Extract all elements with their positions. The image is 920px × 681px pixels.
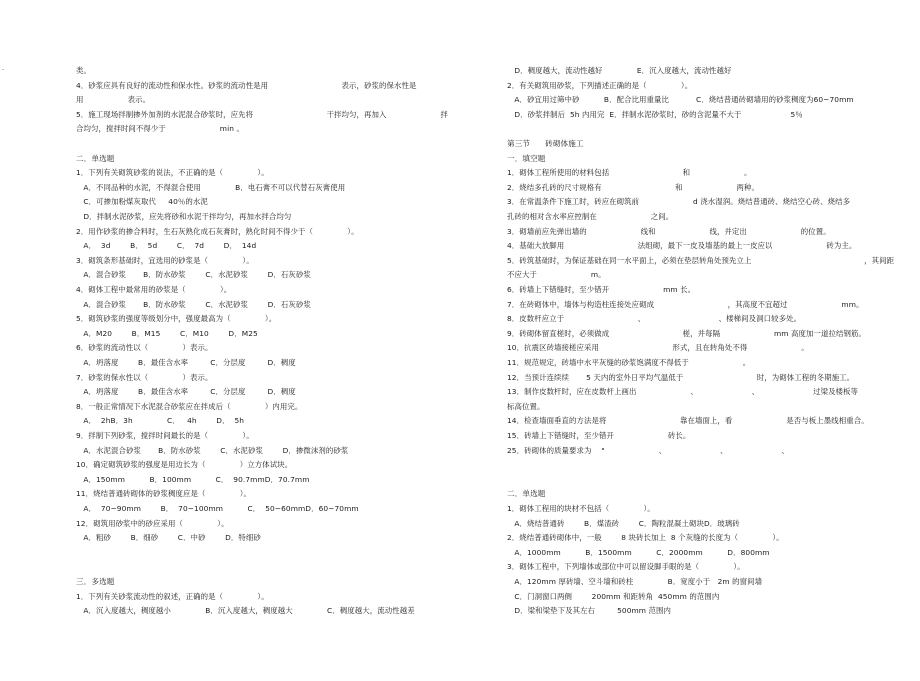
left-column-line: A．坍落度 B．最佳含水率 C．分层度 D．稠度 xyxy=(76,387,296,397)
right-column-line: 2．烧结多孔砖的尺寸规格有 和 两种。 xyxy=(507,182,760,192)
left-column-line: A．混合砂浆 B．防水砂浆 C．水泥砂浆 D．石灰砂浆 xyxy=(76,299,311,309)
left-column-line: 5．施工现场拌制掺外加剂的水泥混合砂浆时，应先将 干拌均匀，再加入 拌 xyxy=(76,109,448,119)
left-column-line: A．水泥混合砂浆 B．防水砂浆 C．水泥砂浆 D．掺微沫剂的砂浆 xyxy=(76,445,349,455)
left-column-line: 12．砌筑用砂浆中的砂应采用（ ）。 xyxy=(76,518,229,528)
left-column-line: 7．砂浆的保水性以（ ）表示。 xyxy=(76,372,213,382)
left-column-line: 1．下列有关砌筑砂浆的说法，不正确的是（ ）。 xyxy=(76,168,269,178)
right-column-line: 8．皮数杆应立于 、 、楼梯间及洞口较多处。 xyxy=(507,314,802,324)
left-column-line: A．150mm B．100mm C． 90.7mmD．70.7mm xyxy=(76,474,310,484)
right-column-line: 二．单选题 xyxy=(507,489,546,499)
left-column-line: A．不同品种的水泥，不得混合使用 B．电石膏不可以代替石灰膏使用 xyxy=(76,182,346,192)
right-column-line: A．1000mm B．1500mm C．2000mm D．800mm xyxy=(507,547,770,557)
right-column-line: 3．砌体工程中，下列墙体或部位中可以留设脚手眼的是（ ）。 xyxy=(507,562,745,572)
right-column-line: A．砂宜用过筛中砂 B．配合比用重量比 C．烧结普通砖砌墙用的砂浆稠度为60~70mm xyxy=(507,95,854,105)
left-column-line: 11．烧结普通砖砌体的砂浆稠度应是（ ）。 xyxy=(76,489,252,499)
left-column-line: 1．下列有关砂浆流动性的叙述，正确的是（ ）。 xyxy=(76,591,269,601)
left-column-line: A． 2hB．3h C． 4h D． 5h xyxy=(76,416,245,426)
right-column-line: 2．有关砌筑用砂浆，下列描述正确的是（ ）。 xyxy=(507,80,693,90)
left-column-line: 4．砌体工程中最常用的砂浆是（ ）。 xyxy=(76,285,232,294)
left-column-line: 5．砌筑砂浆的强度等级划分中，强度最高为（ ）。 xyxy=(76,314,277,324)
right-column-line: 不应大于 m。 xyxy=(507,270,606,280)
left-column-line: 8．一般正常情况下水泥混合砂浆应在拌成后（ ）内用完。 xyxy=(76,401,303,411)
left-column-line: A．坍落度 B．最佳含水率 C．分层度 D．稠度 xyxy=(76,358,296,367)
left-column-line: 类。 xyxy=(76,66,91,75)
left-column-line: 二．单选题 xyxy=(76,153,115,163)
left-column-line: A． 70~90mm B． 70~100mm C． 50~60mmD．60~70mm xyxy=(76,504,359,513)
right-column-line: 10．抗震区砖墙接槎应采用 形式，且在转角处不得 。 xyxy=(507,343,809,353)
right-column-line: 4．基础大放脚用 法组砌，最下一皮及墙基的最上一皮应以 砖为主。 xyxy=(507,241,857,251)
right-column-line: 标高位置。 xyxy=(507,401,545,411)
right-column-line: 14．检查墙面垂直的方法是将 靠在墙面上，看 是否与板上墨线相重合。 xyxy=(507,416,869,426)
left-column-line: A．混合砂浆 B．防水砂浆 C．水泥砂浆 D．石灰砂浆 xyxy=(76,270,311,280)
right-column-line: 5．砖筑基础时，为保证基础在同一水平面上，必须在垫层转角处预先立上 ，其间距 xyxy=(507,255,895,265)
right-column-line: C．门洞窗口两侧 200mm 和距转角 450mm 的范围内 xyxy=(507,591,720,601)
right-column-line: D．稠度越大，流动性越好 E．沉入度越大，流动性越好 xyxy=(507,66,732,75)
left-column-line: 10．确定砌筑砂浆的强度是用边长为（ ）立方体试块。 xyxy=(76,460,293,470)
right-column-line: 一．填空题 xyxy=(507,153,546,163)
right-column-line: D．砂浆拌制后 5h 内用完 E．拌制水泥砂浆时，砂的含泥量不大于 5％ xyxy=(507,109,803,119)
right-column-line: 11．规范规定，砖墙中水平灰缝的砂浆饱满度不得低于 。 xyxy=(507,358,751,367)
left-column-line: A．M20 B．M15 C．M10 D．M25 xyxy=(76,328,258,338)
left-column-line: 4．砂浆应具有良好的流动性和保水性。砂浆的流动性是用 表示，砂浆的保水性是 xyxy=(76,80,417,90)
left-column-line: A．沉入度越大，稠度越小 B．沉入度越大，稠度越大 C．稠度越大，流动性越差 xyxy=(76,606,415,616)
right-column-line: 13．制作皮数杆时，应在皮数杆上画出 、 、 过梁及楼板等 xyxy=(507,387,859,397)
right-column-line: 1．砌体工程用的块材不包括（ ）。 xyxy=(507,504,655,513)
right-column-line: 12．当预计连续续 5 天内的室外日平均气温低于 时，为砌体工程的冬期施工。 xyxy=(507,372,855,382)
left-column-line: A． 3d B． 5d C． 7d D． 14d xyxy=(76,241,257,251)
right-column-line: A．120mm 厚砖墙、空斗墙和砖柱 B．宽度小于 2m 的窗间墙 xyxy=(507,577,763,586)
right-column-line: 7．在砖砌体中，墙体与构造柱连接处应砌成 ，其高度不宜超过 mm。 xyxy=(507,299,864,309)
right-column-line: 3．在常温条件下施工时，砖应在砌筑前 d 浇水湿润。烧结普通砖、烧结空心砖、烧结多 xyxy=(507,197,851,207)
right-column-line: 15．砖墙上下错缝时，至少错开 砖长。 xyxy=(507,431,691,440)
scan-edge-mark: - xyxy=(2,66,5,73)
right-column-line: 9．砖砌体留直槎时，必须做成 槎，并每隔 mm 高度加一道拉结钢筋。 xyxy=(507,328,866,338)
right-column-line: 6．砖墙上下错缝时，至少错开 mm 长。 xyxy=(507,285,696,294)
left-column-line: D．拌制水泥砂浆，应先将砂和水泥干拌均匀，再加水拌合均匀 xyxy=(76,212,292,221)
right-column-line: 1．砌体工程所使用的材料包括 和 。 xyxy=(507,168,752,178)
left-column-line: 6．砂浆的流动性以（ ）表示。 xyxy=(76,343,213,353)
right-column-line: A．烧结普通砖 B．煤渣砖 C．陶粒混凝土砌块D．玻璃砖 xyxy=(507,518,740,528)
right-column-line: 3．砌墙前应先弹出墙的 线和 线，并定出 的位置。 xyxy=(507,226,831,236)
right-column xyxy=(480,0,920,681)
left-column-line: 9．拌制下列砂浆，搅拌时间最长的是（ ）。 xyxy=(76,431,254,440)
right-column-line: 2．烧结普通砖砌体中，一般 8 块砖长加上 8 个灰缝的长度为（ ）。 xyxy=(507,533,784,543)
left-column-line: 2．用作砂浆的掺合料时，生石灰熟化成石灰膏时，熟化时间不得少于（ ）。 xyxy=(76,226,359,236)
left-column-line: 合均匀，搅拌时间不得少于 min 。 xyxy=(76,124,244,134)
left-column-line: A．粗砂 B．细砂 C．中砂 D．特细砂 xyxy=(76,533,261,543)
right-column-line: 孔砖的相对含水率应控制在 之间。 xyxy=(507,212,674,221)
right-column-line: D．梁和梁垫下及其左右 500mm 范围内 xyxy=(507,606,672,616)
left-column-line: C．可掺加粉煤灰取代 40％的水泥 xyxy=(76,197,208,207)
left-column-line: 三．多选题 xyxy=(76,577,115,586)
right-column-line: 25．砖砌体的质量要求为 " 、 、 、 xyxy=(507,445,789,455)
left-column-line: 3．砌筑条形基础时，宜选用的砂浆是（ ）。 xyxy=(76,255,254,265)
right-column-line: 第三节 砖砌体施工 xyxy=(507,139,584,148)
left-column-line: 用 表示。 xyxy=(76,95,151,105)
